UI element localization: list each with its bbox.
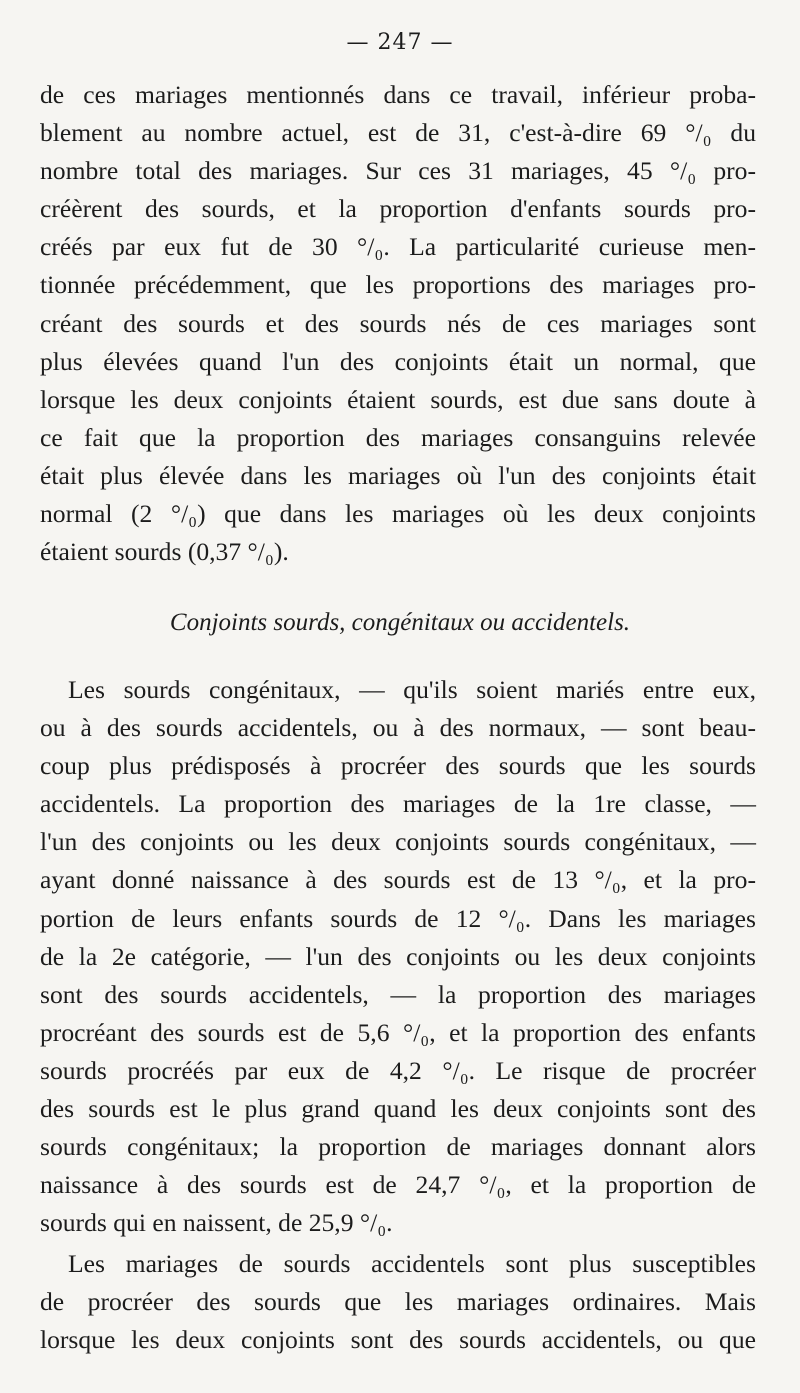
text-line: étaient sourds (0,37 °/₀). — [40, 537, 289, 567]
text-line: sourds congénitaux; la proportion de mariages donnant alors — [40, 1132, 756, 1162]
paragraph-1 — [40, 76, 756, 571]
text-line: des sourds est le plus grand quand les deux conjoints sont des — [40, 1094, 756, 1124]
text-line: portion de leurs enfants sourds de 12 °/₀. Dans les mariages — [40, 903, 756, 933]
paragraph-3 — [40, 1245, 756, 1359]
text-line: plus élevées quand l'un des conjoints était un normal, que — [40, 346, 756, 376]
text-line: ce fait que la proportion des mariages consanguins relevée — [40, 422, 756, 452]
text-line: créant des sourds et des sourds nés de ces mariages sont — [40, 308, 756, 338]
text-line: coup plus prédisposés à procréer des sourds que les sourds — [40, 751, 756, 781]
text-line: sourds procréés par eux de 4,2 °/₀. Le risque de procréer — [40, 1055, 756, 1085]
text-line: tionnée précédemment, que les proportions des mariages pro- — [40, 270, 756, 300]
text-line: l'un des conjoints ou les deux conjoints sourds congénitaux, — — [40, 827, 756, 857]
text-line: créés par eux fut de 30 °/₀. La particularité curieuse men- — [40, 232, 756, 262]
text-line: procréant des sourds est de 5,6 °/₀, et la proportion des enfants — [40, 1017, 756, 1047]
page-number: — 247 — — [346, 30, 454, 55]
text-line: sourds qui en naissent, de 25,9 °/₀. — [40, 1208, 393, 1238]
text-line: sont des sourds accidentels, — la proportion des mariages — [40, 979, 756, 1009]
text-line: blement au nombre actuel, est de 31, c'est-à-dire 69 °/₀ du — [40, 118, 756, 148]
text-line: de ces mariages mentionnés dans ce travail, inférieur proba- — [40, 80, 756, 109]
text-line: Les mariages de sourds accidentels sont plus susceptibles — [68, 1249, 756, 1278]
text-line: était plus élevée dans les mariages où l'un des conjoints était — [40, 460, 756, 490]
text-line: nombre total des mariages. Sur ces 31 mariages, 45 °/₀ pro- — [40, 156, 756, 186]
text-line: créèrent des sourds, et la proportion d'enfants sourds pro- — [40, 194, 756, 224]
text-line: de procréer des sourds que les mariages ordinaires. Mais — [40, 1287, 756, 1317]
paragraph-2 — [40, 671, 756, 1242]
text-line: naissance à des sourds est de 24,7 °/₀, et la proportion de — [40, 1170, 756, 1200]
section-heading: Conjoints sourds, congénitaux ou accidentels. — [169, 609, 631, 636]
text-line: de la 2e catégorie, — l'un des conjoints ou les deux conjoints — [40, 941, 756, 971]
text-line: lorsque les deux conjoints étaient sourds, est due sans doute à — [40, 384, 756, 414]
text-line: Les sourds congénitaux, — qu'ils soient mariés entre eux, — [68, 675, 756, 704]
text-line: ou à des sourds accidentels, ou à des normaux, — sont beau- — [40, 713, 756, 743]
text-line: normal (2 °/₀) que dans les mariages où les deux conjoints — [40, 499, 756, 529]
text-line: accidentels. La proportion des mariages de la 1re classe, — — [40, 789, 756, 819]
text-line: ayant donné naissance à des sourds est de 13 °/₀, et la pro- — [40, 865, 756, 895]
text-line: lorsque les deux conjoints sont des sourds accidentels, ou que — [40, 1325, 756, 1355]
